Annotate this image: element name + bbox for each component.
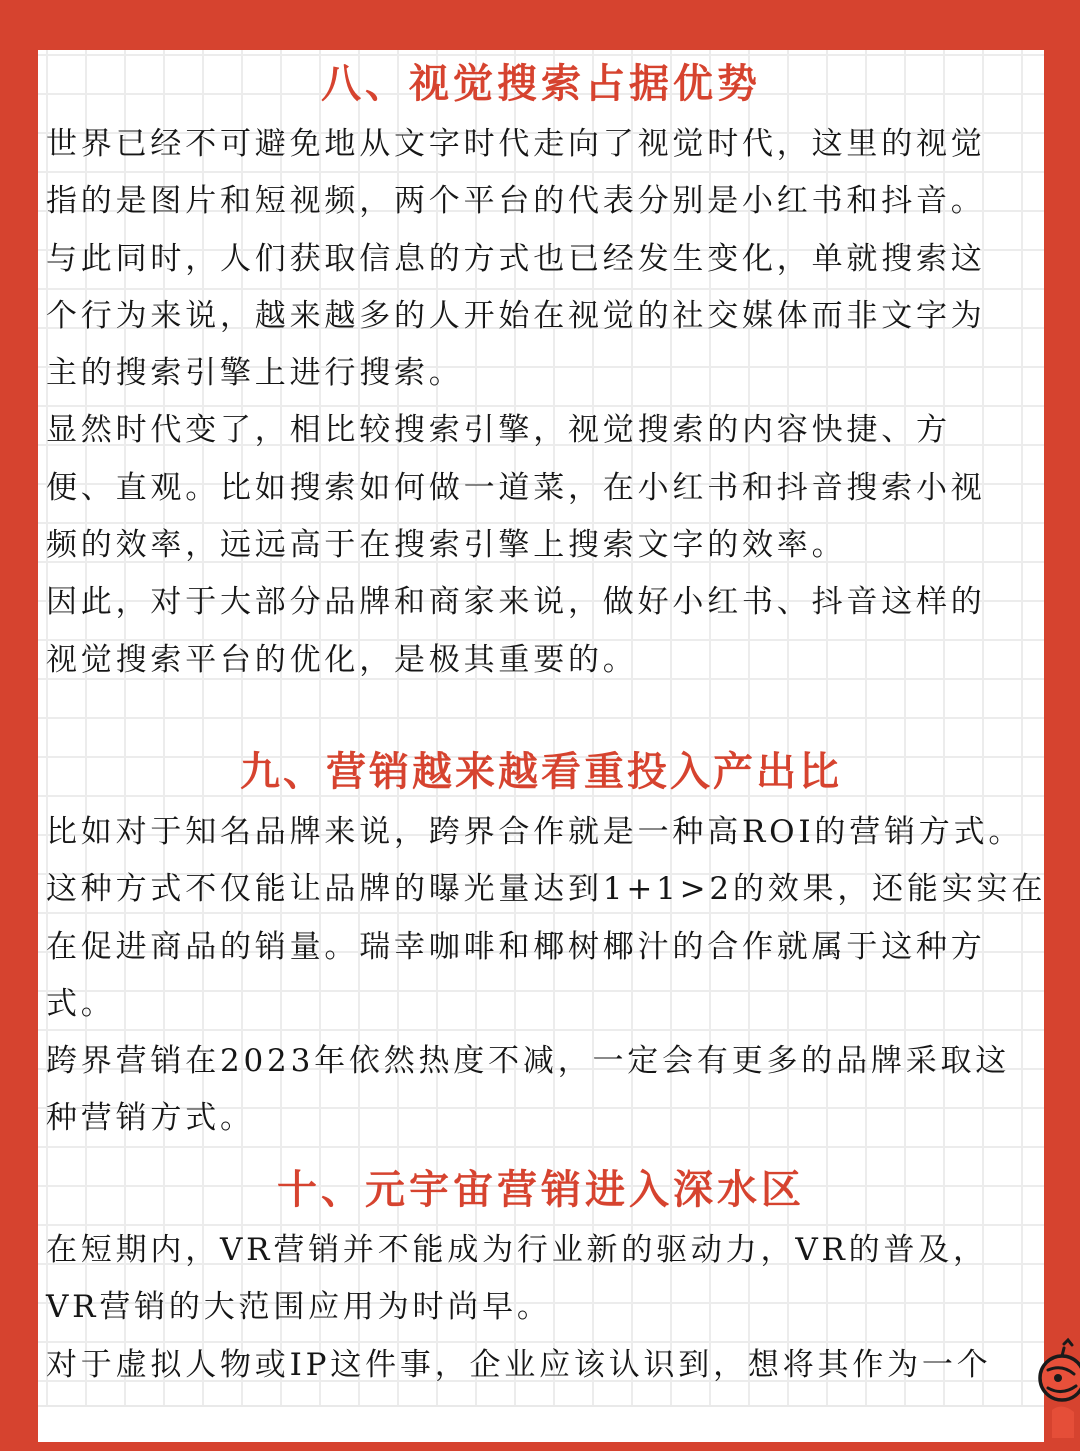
paragraph-line: 式。 bbox=[46, 985, 116, 1022]
paragraph-line: 指的是图片和短视频，两个平台的代表分别是小红书和抖音。 bbox=[46, 183, 986, 220]
grid-paper-card bbox=[38, 50, 1047, 1405]
paragraph-line: 频的效率，远远高于在搜索引擎上搜索文字的效率。 bbox=[46, 527, 847, 564]
paragraph-line: 比如对于知名品牌来说，跨界合作就是一种高ROI的营销方式。 bbox=[46, 814, 1024, 850]
paragraph-line: 主的搜索引擎上进行搜索。 bbox=[46, 355, 464, 392]
mascot-logo-icon bbox=[1018, 1338, 1080, 1440]
section-roi-marketing bbox=[38, 740, 1047, 1148]
paragraph-line: 种营销方式。 bbox=[46, 1100, 255, 1137]
paragraph-line: 在短期内，VR营销并不能成为行业新的驱动力，VR的普及， bbox=[46, 1232, 988, 1268]
paragraph-line: 个行为来说，越来越多的人开始在视觉的社交媒体而非文字为 bbox=[46, 297, 986, 334]
paragraph-line: 对于虚拟人物或IP这件事，企业应该认识到，想将其作为一个 bbox=[46, 1346, 992, 1383]
section-heading: 九、营销越来越看重投入产出比 bbox=[240, 748, 842, 795]
paragraph-line: 与此同时，人们获取信息的方式也已经发生变化，单就搜索这 bbox=[46, 240, 986, 277]
paragraph-line: 便、直观。比如搜索如何做一道菜，在小红书和抖音搜索小视 bbox=[46, 469, 986, 506]
paragraph-line: 跨界营销在2023年依然热度不减，一定会有更多的品牌采取这 bbox=[46, 1043, 1011, 1080]
card-bottom-strip bbox=[38, 1405, 1044, 1442]
section-heading: 八、视觉搜索占据优势 bbox=[321, 60, 761, 107]
paragraph-line: 显然时代变了，相比较搜索引擎，视觉搜索的内容快捷、方 bbox=[46, 412, 951, 449]
section-heading: 十、元宇宙营销进入深水区 bbox=[277, 1166, 805, 1213]
paragraph-line: VR营销的大范围应用为时尚早。 bbox=[46, 1289, 552, 1326]
paragraph-line: 视觉搜索平台的优化，是极其重要的。 bbox=[46, 641, 638, 678]
paragraph-line: 在促进商品的销量。瑞幸咖啡和椰树椰汁的合作就属于这种方 bbox=[46, 928, 986, 965]
paragraph-line: 这种方式不仅能让品牌的曝光量达到1+1>2的效果，还能实实在 bbox=[46, 871, 1047, 908]
paragraph-line: 因此，对于大部分品牌和商家来说，做好小红书、抖音这样的 bbox=[46, 584, 986, 621]
paragraph-line: 世界已经不可避免地从文字时代走向了视觉时代，这里的视觉 bbox=[46, 126, 986, 162]
section-visual-search bbox=[38, 52, 1044, 689]
